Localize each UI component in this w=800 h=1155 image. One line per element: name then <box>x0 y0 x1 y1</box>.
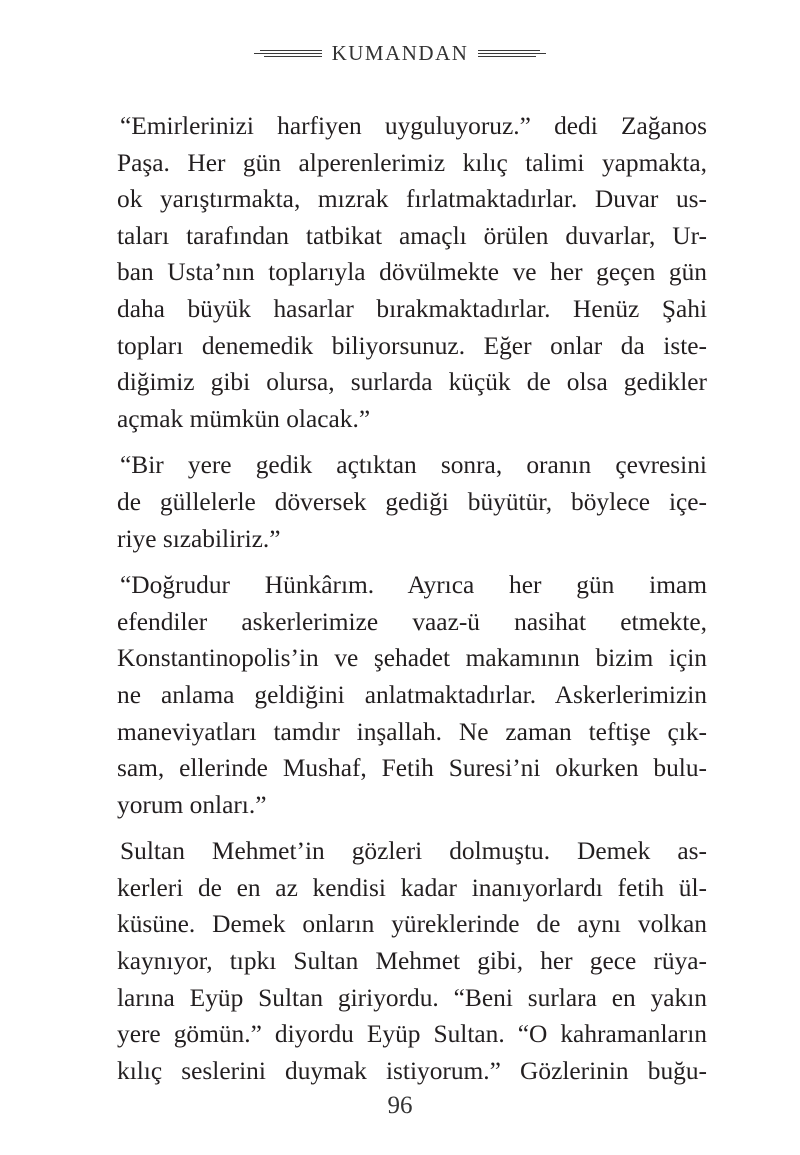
body-text <box>117 108 707 1099</box>
text-line: yorum onları.” <box>117 790 267 819</box>
paragraph <box>117 567 707 823</box>
text-line: sam, ellerinde Mushaf, Fetih Suresi’ni okurken bulu- <box>117 754 707 783</box>
text-line: açmak mümkün olacak.” <box>117 404 371 433</box>
paragraph <box>117 833 707 1089</box>
text-line: diğimiz gibi olursa, surlarda küçük de olsa gedikler <box>117 368 707 397</box>
text-line: efendiler askerlerimize vaaz-ü nasihat etmekte, <box>117 607 707 636</box>
text-line: “Bir yere gedik açtıktan sonra, oranın çevresini <box>120 451 707 480</box>
text-line: taları tarafından tatbikat amaçlı örülen duvarlar, Ur- <box>117 221 707 250</box>
text-line: “Emirlerinizi harfiyen uyguluyoruz.” dedi Zağanos <box>120 112 707 140</box>
text-line: Konstantinopolis’in ve şehadet makamının bizim için <box>117 644 707 673</box>
text-line: kılıç seslerini duymak istiyorum.” Gözlerinin buğu- <box>117 1056 707 1085</box>
page-number: 96 <box>387 1092 413 1119</box>
running-title: KUMANDAN <box>331 40 469 65</box>
paragraph <box>117 447 707 557</box>
text-line: larına Eyüp Sultan giriyordu. “Beni surlara en yakın <box>117 983 707 1012</box>
text-line: küsüne. Demek onların yüreklerinde de aynı volkan <box>117 910 707 939</box>
header-rule-left <box>254 50 322 57</box>
text-line: Paşa. Her gün alperenlerimiz kılıç talimi yapmakta, <box>117 148 707 177</box>
text-line: maneviyatları tamdır inşallah. Ne zaman teftişe çık- <box>117 717 707 746</box>
text-line: kerleri de en az kendisi kadar inanıyorlardı fetih ül- <box>117 873 707 902</box>
text-line: ok yarıştırmakta, mızrak fırlatmaktadırlar. Duvar us- <box>117 185 707 214</box>
paragraph <box>117 108 707 437</box>
text-line: daha büyük hasarlar bırakmaktadırlar. Henüz Şahi <box>117 294 707 323</box>
text-line: ban Usta’nın toplarıyla dövülmekte ve her geçen gün <box>117 258 707 287</box>
text-line: kaynıyor, tıpkı Sultan Mehmet gibi, her gece rüya- <box>117 947 707 976</box>
text-line: yere gömün.” diyordu Eyüp Sultan. “O kahramanların <box>117 1020 707 1049</box>
text-line: ne anlama geldiğini anlatmaktadırlar. Askerlerimizin <box>117 680 707 709</box>
running-header <box>0 38 800 68</box>
text-line: “Doğrudur Hünkârım. Ayrıca her gün imam <box>120 571 707 600</box>
text-line: Sultan Mehmet’in gözleri dolmuştu. Demek as- <box>120 837 707 866</box>
text-line: topları denemedik biliyorsunuz. Eğer onlar da iste- <box>117 331 707 360</box>
text-line: de güllelerle döversek gediği büyütür, böylece içe- <box>117 487 707 516</box>
text-line: riye sızabiliriz.” <box>117 524 281 553</box>
header-rule-right <box>478 50 546 57</box>
